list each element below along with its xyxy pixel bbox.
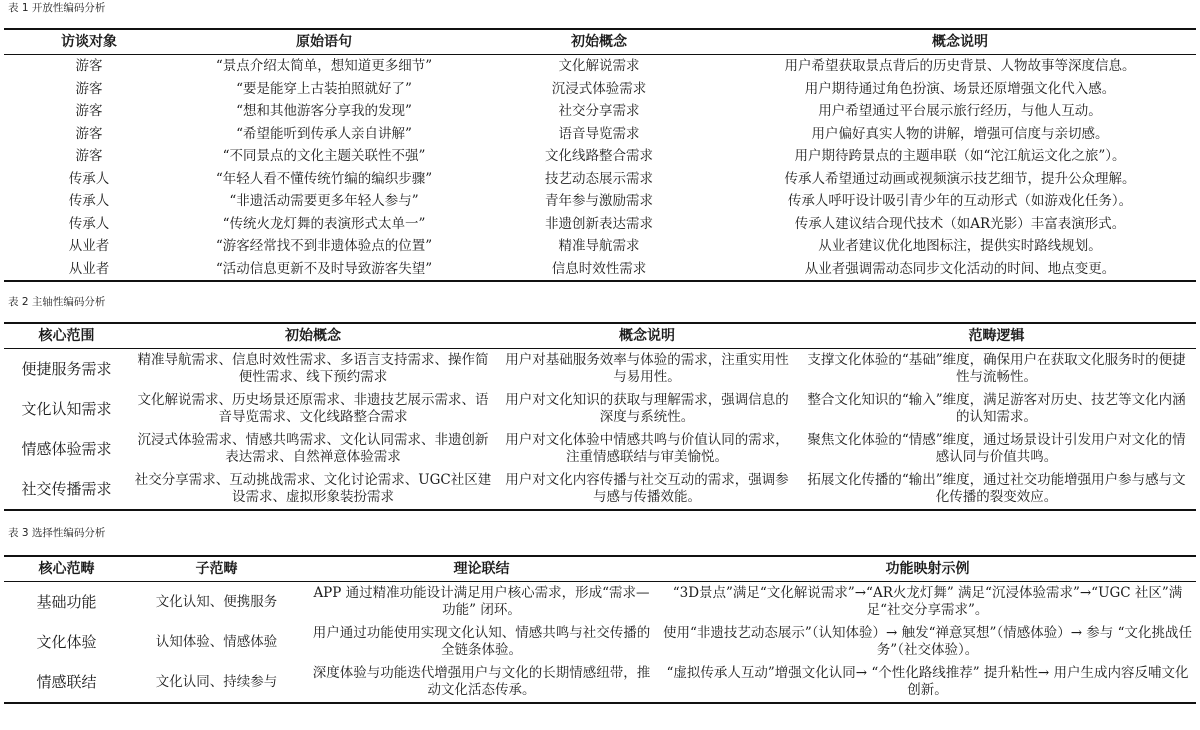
table-cell: 游客: [75, 103, 103, 120]
table-cell: 聚焦文化体验的“情感”维度，通过场景设计引发用户对文化的情感认同与价值共鸣。: [807, 432, 1186, 465]
table-cell: 游客: [75, 125, 103, 142]
table-cell: 文化解说需求: [558, 58, 640, 75]
table-row: [4, 235, 1196, 258]
table-cell: 情感联结: [4, 662, 129, 703]
table-row: [4, 213, 1196, 236]
table-cell: 游客: [75, 148, 103, 165]
table-cell: 用户对文化知识的获取与理解需求，强调信息的深度与系统性。: [505, 392, 789, 425]
table-cell: 支撑文化体验的“基础”维度，确保用户在获取文化服务时的便捷性与流畅性。: [807, 352, 1186, 385]
table-cell: “想和其他游客分享我的发现”: [236, 103, 412, 120]
table-cell: “活动信息更新不及时导致游客失望”: [174, 258, 474, 282]
table-cell: 社交分享需求: [558, 103, 640, 120]
table-cell: 传承人: [68, 215, 110, 232]
table-header-row: [4, 29, 1196, 55]
table-cell: “景点介绍太简单，想知道更多细节”: [215, 58, 433, 75]
table-row: [4, 429, 1196, 469]
table-cell: 文化认同、持续参与: [129, 662, 304, 703]
table-cell: 语音导览需求: [558, 125, 640, 142]
column-header: 功能映射示例: [659, 556, 1196, 582]
table-cell: 技艺动态展示需求: [545, 170, 653, 187]
table-cell: 传承人希望通过动画或视频演示技艺细节，提升公众理解。: [784, 170, 1136, 187]
column-header: 初始概念: [129, 323, 497, 349]
table-cell: 游客: [75, 80, 103, 97]
table-cell: 用户期待跨景点的主题串联（如“沱江航运文化之旅”）。: [794, 148, 1126, 165]
column-header: 核心范围: [4, 323, 129, 349]
table-cell: 沉浸式体验需求: [551, 80, 647, 97]
column-header: 访谈对象: [4, 29, 174, 55]
table-cell: 用户对文化内容传播与社交互动的需求，强调参与感与传播效能。: [497, 469, 797, 510]
table-cell: 青年参与激励需求: [545, 193, 653, 210]
table-cell: 传承人建议结合现代技术（如AR光影）丰富表演形式。: [794, 215, 1126, 232]
table-cell: 拓展文化传播的“输出”维度，通过社交功能增强用户参与感与文化传播的裂变效应。: [797, 469, 1196, 510]
table-cell: 文化认知需求: [21, 399, 112, 418]
table-cell: 文化线路整合需求: [545, 148, 653, 165]
table-cell: 文化认知、便携服务: [155, 593, 278, 610]
table-row: [4, 389, 1196, 429]
table-cell: “虚拟传承人互动”增强文化认同→ “个性化路线推荐” 提升粘性→ 用户生成内容反哺文化创新。: [659, 662, 1196, 703]
table-cell: “游客经常找不到非遗体验点的位置”: [215, 238, 433, 255]
table-row: [4, 100, 1196, 123]
table-row: [4, 55, 1196, 78]
table-cell: 文化解说需求、历史场景还原需求、非遗技艺展示需求、语音导览需求、文化线路整合需求: [137, 392, 489, 425]
axial-coding-table: [4, 322, 1196, 511]
column-header: 原始语句: [174, 29, 474, 55]
table-row: [4, 190, 1196, 213]
selective-coding-table: [4, 555, 1196, 704]
table-cell: 非遗创新表达需求: [545, 215, 653, 232]
table-cell: 用户偏好真实人物的讲解，增强可信度与亲切感。: [811, 125, 1109, 142]
table-cell: 整合文化知识的“输入”维度，满足游客对历史、技艺等文化内涵的认知需求。: [807, 392, 1186, 425]
table2-caption: 表 2 主轴性编码分析: [8, 296, 106, 308]
table-cell: 用户希望通过平台展示旅行经历，与他人互动。: [818, 103, 1102, 120]
table-row: [4, 469, 1196, 510]
table-row: [4, 78, 1196, 101]
table-cell: 便捷服务需求: [21, 359, 112, 378]
table-row: [4, 582, 1196, 623]
table-cell: APP 通过精准功能设计满足用户核心需求，形成“需求—功能” 闭环。: [313, 585, 650, 618]
table-header-row: [4, 323, 1196, 349]
table-cell: 传承人: [68, 170, 110, 187]
table-cell: 用户对基础服务效率与体验的需求，注重实用性与易用性。: [505, 352, 789, 385]
table-cell: 用户对文化体验中情感共鸣与价值认同的需求，注重情感联结与审美愉悦。: [505, 432, 789, 465]
column-header: 概念说明: [724, 29, 1196, 55]
table-row: [4, 123, 1196, 146]
column-header: 初始概念: [474, 29, 724, 55]
table-cell: “非遗活动需要更多年轻人参与”: [229, 193, 419, 210]
table-cell: “希望能听到传承人亲自讲解”: [236, 125, 412, 142]
table-row: [4, 145, 1196, 168]
table-row: [4, 622, 1196, 662]
table-cell: 从业者: [4, 258, 174, 282]
table-cell: “不同景点的文化主题关联性不强”: [222, 148, 426, 165]
table-cell: 从业者强调需动态同步文化活动的时间、地点变更。: [724, 258, 1196, 282]
table-cell: 用户期待通过角色扮演、场景还原增强文化代入感。: [804, 80, 1116, 97]
table-cell: 文化体验: [36, 632, 97, 651]
table-cell: 社交分享需求、互动挑战需求、文化讨论需求、UGC社区建设需求、虚拟形象装扮需求: [129, 469, 497, 510]
table-row: [4, 168, 1196, 191]
table-row: [4, 662, 1196, 703]
table-cell: 使用“非遗技艺动态展示”（认知体验）→ 触发“禅意冥想”（情感体验）→ 参与 “文化挑战任务”（社交体验）。: [663, 625, 1193, 658]
table-cell: 精准导航需求、信息时效性需求、多语言支持需求、操作简便性需求、线下预约需求: [137, 352, 489, 385]
table-cell: “年轻人看不懂传统竹编的编织步骤”: [215, 170, 433, 187]
table-cell: 从业者建议优化地图标注，提供实时路线规划。: [818, 238, 1102, 255]
open-coding-table: [4, 28, 1196, 282]
table-cell: 基础功能: [36, 592, 97, 611]
table-cell: 信息时效性需求: [474, 258, 724, 282]
table-cell: “3D景点”满足“文化解说需求”→“AR火龙灯舞” 满足“沉浸体验需求”→“UGC 社区”满足“社交分享需求”。: [672, 585, 1183, 618]
column-header: 概念说明: [497, 323, 797, 349]
table-cell: “传统火龙灯舞的表演形式太单一”: [222, 215, 426, 232]
table-cell: “要是能穿上古装拍照就好了”: [236, 80, 412, 97]
table-row: [4, 349, 1196, 390]
column-header: 核心范畴: [4, 556, 129, 582]
table-cell: 用户希望获取景点背后的历史背景、人物故事等深度信息。: [784, 58, 1136, 75]
table-cell: 认知体验、情感体验: [155, 633, 278, 650]
table-cell: 情感体验需求: [21, 439, 112, 458]
table-cell: 传承人呼吁设计吸引青少年的互动形式（如游戏化任务）。: [787, 193, 1133, 210]
table-cell: 精准导航需求: [558, 238, 640, 255]
column-header: 理论联结: [304, 556, 659, 582]
column-header: 范畴逻辑: [797, 323, 1196, 349]
table-header-row: [4, 556, 1196, 582]
table-row: [4, 258, 1196, 282]
column-header: 子范畴: [129, 556, 304, 582]
table-cell: 深度体验与功能迭代增强用户与文化的长期情感纽带，推动文化活态传承。: [304, 662, 659, 703]
table-cell: 沉浸式体验需求、情感共鸣需求、文化认同需求、非遗创新表达需求、自然禅意体验需求: [137, 432, 489, 465]
table-cell: 从业者: [68, 238, 110, 255]
table-cell: 传承人: [68, 193, 110, 210]
table3-caption: 表 3 选择性编码分析: [8, 527, 106, 539]
table-cell: 游客: [75, 58, 103, 75]
table-cell: 用户通过功能使用实现文化认知、情感共鸣与社交传播的全链条体验。: [312, 625, 651, 658]
table-cell: 社交传播需求: [4, 469, 129, 510]
table1-caption: 表 1 开放性编码分析: [8, 2, 106, 14]
